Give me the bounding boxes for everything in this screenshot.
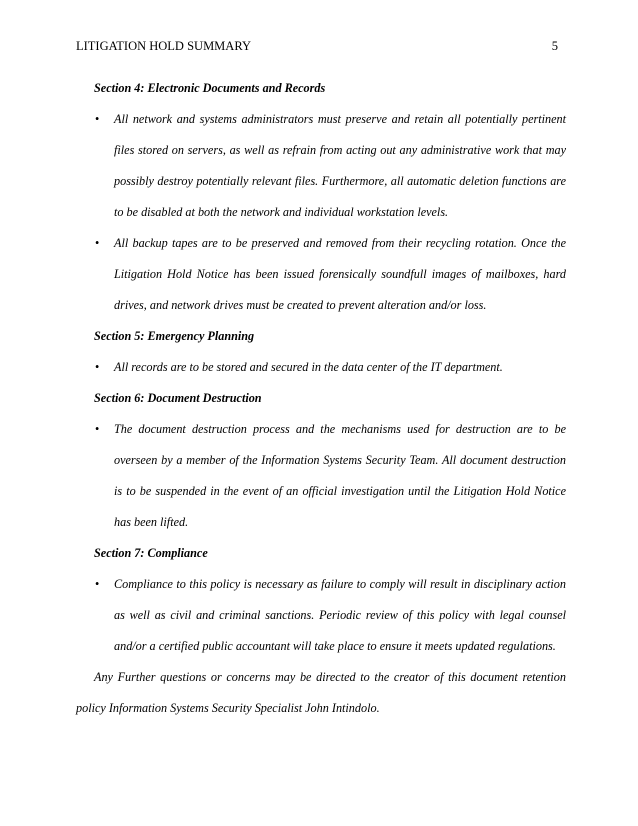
section-heading: Section 4: Electronic Documents and Records bbox=[94, 81, 326, 95]
page-number: 5 bbox=[551, 39, 558, 53]
section-5 bbox=[76, 321, 566, 383]
bullet-item bbox=[76, 414, 566, 538]
bullet-icon: • bbox=[95, 422, 100, 436]
document-body bbox=[76, 73, 566, 724]
bullet-text: The document destruction process and the mechanisms used for destruction are to be overseen by a member of the Information Systems Security Team. All document destruction is to be suspended in the event of an official investigation until the Litigation Hold Notice has been lifted. bbox=[114, 422, 566, 529]
closing-paragraph: Any Further questions or concerns may be directed to the creator of this document retention policy Information Systems Security Specialist John Intindolo. bbox=[76, 670, 566, 715]
bullet-text: Compliance to this policy is necessary as failure to comply will result in disciplinary action as well as civil and criminal sanctions. Periodic review of this policy with legal counsel and/or a certified public accountant will take place to ensure it meets updated regulations. bbox=[114, 577, 566, 653]
section-6 bbox=[76, 383, 566, 538]
bullet-item bbox=[76, 228, 566, 321]
bullet-icon: • bbox=[95, 236, 100, 250]
bullet-item bbox=[76, 569, 566, 662]
bullet-item bbox=[76, 104, 566, 228]
bullet-icon: • bbox=[95, 577, 100, 591]
section-heading: Section 6: Document Destruction bbox=[94, 391, 262, 405]
bullet-text: All records are to be stored and secured in the data center of the IT department. bbox=[114, 360, 503, 374]
bullet-item bbox=[76, 352, 566, 383]
bullet-icon: • bbox=[95, 112, 100, 126]
section-heading: Section 7: Compliance bbox=[94, 546, 208, 560]
bullet-text: All backup tapes are to be preserved and removed from their recycling rotation. Once the Litigation Hold Notice has been issued forensically soundfull images of mailboxes, hard drives, and network drives must be created to prevent alteration and/or loss. bbox=[114, 236, 566, 312]
section-7 bbox=[76, 538, 566, 662]
section-heading: Section 5: Emergency Planning bbox=[94, 329, 255, 343]
bullet-icon: • bbox=[95, 360, 100, 374]
bullet-text: All network and systems administrators must preserve and retain all potentially pertinent files stored on servers, as well as refrain from acting out any administrative work that may possibly destroy potentially relevant files. Furthermore, all automatic deletion functions are to be disabled at both the network and individual workstation levels. bbox=[114, 112, 566, 219]
running-head-title: LITIGATION HOLD SUMMARY bbox=[76, 39, 251, 53]
section-4 bbox=[76, 73, 566, 321]
